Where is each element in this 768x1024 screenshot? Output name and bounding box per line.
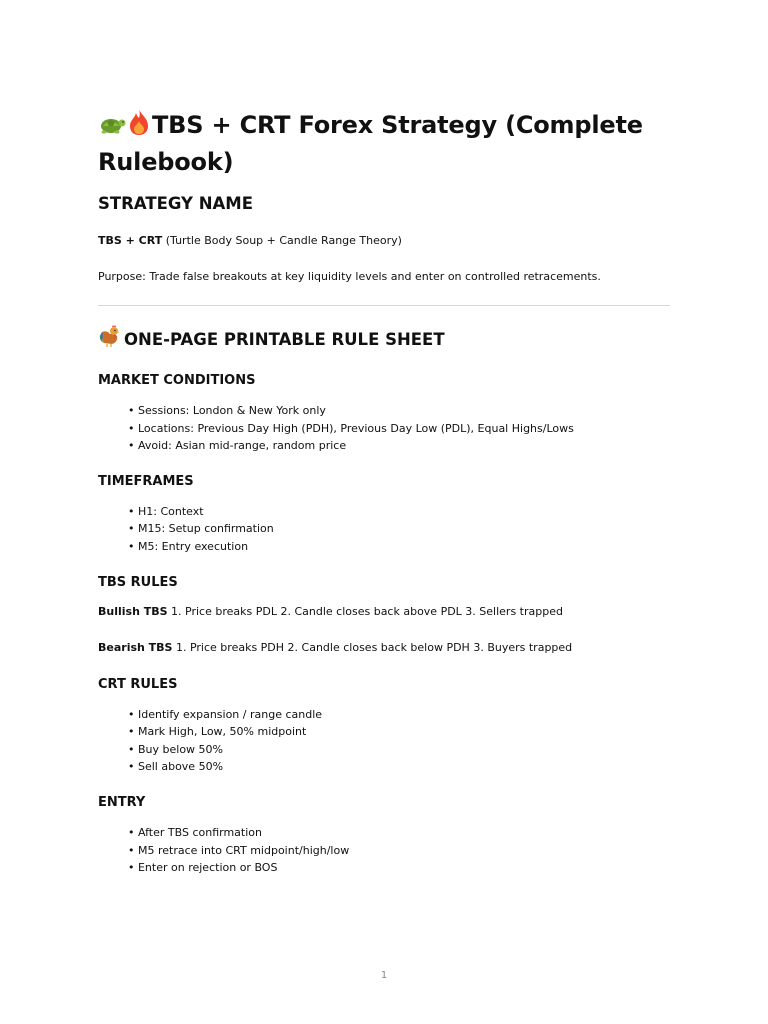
bullish-tbs-label: Bullish TBS xyxy=(98,604,168,618)
crt-rules-list xyxy=(98,706,670,776)
list-item: • After TBS confirmation xyxy=(128,825,262,839)
list-item: • H1: Context xyxy=(128,504,204,518)
list-item: • Mark High, Low, 50% midpoint xyxy=(128,725,307,739)
bearish-tbs-rule xyxy=(98,640,670,656)
strategy-name-line xyxy=(98,233,670,249)
list-item: • Avoid: Asian mid-range, random price xyxy=(128,439,347,453)
crt-rules-heading: CRT RULES xyxy=(98,676,178,692)
rule-sheet-heading-text: ONE-PAGE PRINTABLE RULE SHEET xyxy=(124,330,445,349)
bullish-tbs-text: 1. Price breaks PDL 2. Candle closes back above PDL 3. Sellers trapped xyxy=(167,604,563,618)
document-title xyxy=(98,108,670,179)
entry-heading: ENTRY xyxy=(98,794,146,810)
page-number: 1 xyxy=(380,970,388,981)
document-title-text: TBS + CRT Forex Strategy (Complete Rulebook) xyxy=(98,111,643,176)
tbs-rules-heading: TBS RULES xyxy=(98,574,178,590)
list-item: • Enter on rejection or BOS xyxy=(128,861,278,875)
timeframes-heading: TIMEFRAMES xyxy=(98,473,194,489)
section-divider xyxy=(98,305,670,306)
fire-icon xyxy=(128,108,150,145)
list-item: • Sell above 50% xyxy=(128,760,224,774)
document-page xyxy=(98,108,670,895)
strategy-name-heading: STRATEGY NAME xyxy=(98,194,254,213)
list-item: • M5 retrace into CRT midpoint/high/low xyxy=(128,843,350,857)
turtle-icon xyxy=(98,111,126,145)
bearish-tbs-text: 1. Price breaks PDH 2. Candle closes back below PDH 3. Buyers trapped xyxy=(172,640,573,654)
bearish-tbs-label: Bearish TBS xyxy=(98,640,173,654)
rooster-icon xyxy=(98,324,122,354)
strategy-name-rest: (Turtle Body Soup + Candle Range Theory) xyxy=(162,234,402,247)
timeframes-list xyxy=(98,503,670,556)
strategy-name-bold: TBS + CRT xyxy=(98,234,163,247)
list-item: • Buy below 50% xyxy=(128,742,223,756)
entry-list xyxy=(98,824,670,877)
list-item: • Locations: Previous Day High (PDH), Previous Day Low (PDL), Equal Highs/Lows xyxy=(128,421,574,435)
list-item: • Identify expansion / range candle xyxy=(128,707,323,721)
market-conditions-list xyxy=(98,402,670,455)
list-item: • M15: Setup confirmation xyxy=(128,522,274,536)
strategy-purpose: Purpose: Trade false breakouts at key liquidity levels and enter on controlled retracements. xyxy=(98,270,601,283)
rule-sheet-heading xyxy=(98,324,670,354)
market-conditions-heading: MARKET CONDITIONS xyxy=(98,373,256,388)
list-item: • Sessions: London & New York only xyxy=(128,404,326,417)
list-item: • M5: Entry execution xyxy=(128,539,249,553)
bullish-tbs-rule xyxy=(98,604,670,620)
